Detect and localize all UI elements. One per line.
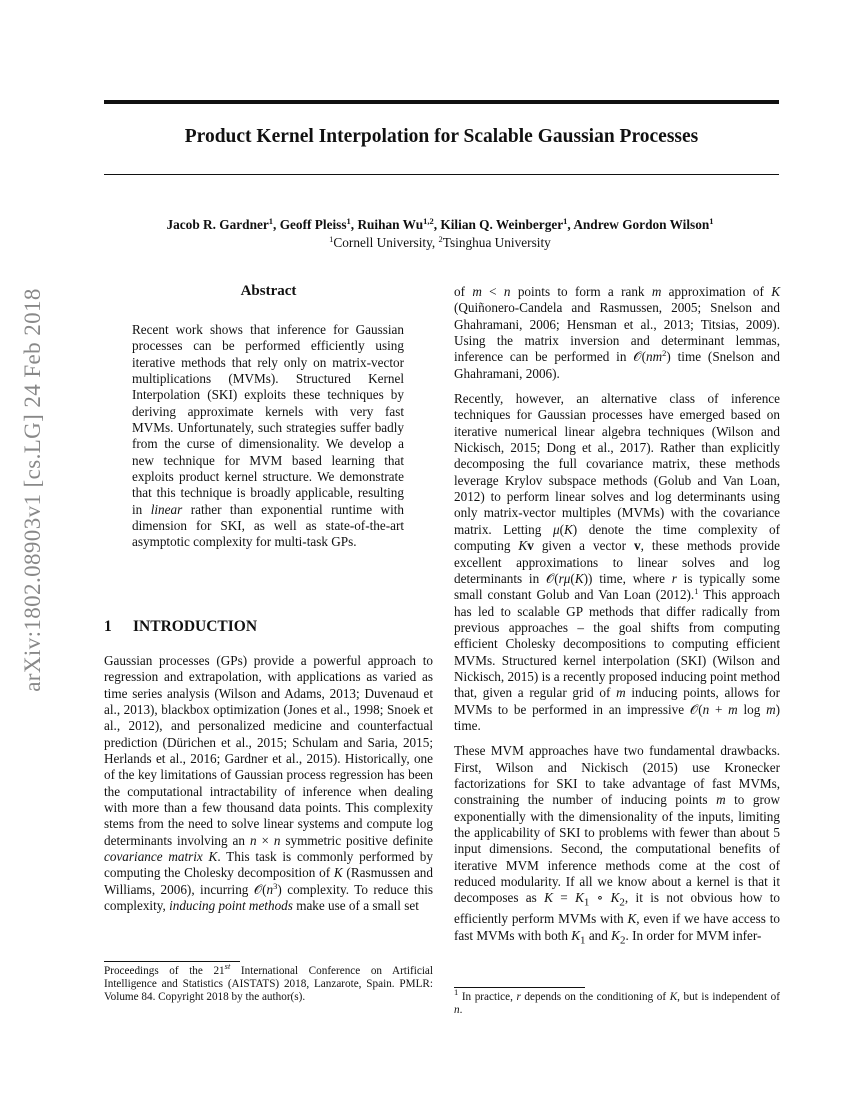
author-name: Ruihan Wu (357, 217, 424, 232)
proceedings-footnote (104, 961, 433, 1004)
footnote-rule-left (104, 961, 240, 962)
author-affiliation-mark: 1 (346, 216, 351, 226)
right-paragraph: These MVM approaches have two fundamental drawbacks. First, Wilson and Nickisch (2015) use Kronecker factorizations for SKI to take advantage of fast MVMs, constraining the number of inducing points m to grow exponentially with the dimensionality of the inputs, limiting the applicability of SKI to problems with fewer than about 5 input dimensions. Second, the computational benefits of iterative MVM inference methods come at the cost of reduced modularity. If all we know about a kernel is that it decomposes as $K = K_1$ ∘ $K_2$, it is not obvious how to efficiently perform MVMs with K, even if we have access to fast MVMs with both $K_1$ and $K_2$. In order for MVM infer- (454, 743, 780, 947)
paper-title: Product Kernel Interpolation for Scalable Gaussian Processes (184, 126, 699, 147)
abstract-heading: Abstract (240, 283, 297, 299)
author-name: Geoff Pleiss (279, 217, 347, 232)
abstract-text: Recent work shows that inference for Gaussian processes can be performed efficiently using iterative methods that rely only on matrix-vector multiplications (MVMs). Structured Kernel Interpolation (SKI) exploits these techniques by deriving approximate kernels with very fast MVMs. Unfortunately, such strategies suffer badly from the curse of dimensionality. We develop a new technique for MVM based learning that exploits product kernel structure. We demonstrate that this technique is broadly applicable, resulting in linear rather than exponential runtime with dimension for SKI, as well as state-of-the-art asymptotic complexity for multi-task GPs. (132, 322, 405, 550)
abstract-body (132, 322, 404, 551)
affiliation-number: 2 (438, 234, 443, 244)
section-heading (104, 618, 257, 636)
arxiv-stamp: arXiv:1802.08903v1 [cs.LG] 24 Feb 2018 (20, 288, 45, 692)
arxiv-stamp-container (3, 288, 63, 692)
section-title: INTRODUCTION (133, 618, 258, 635)
author-list: Jacob R. Gardner$^1$, Geoff Pleiss$^1$, Ruihan Wu$^{1,2}$, Kilian Q. Weinberger$^1$, Andrew Gordon Wilson$^1$ (166, 216, 714, 232)
intro-right-column (454, 284, 780, 949)
footnote-rule-right (454, 987, 585, 988)
affiliation-name: Tsinghua University (442, 235, 551, 250)
author-affiliation-mark: 1,2 (423, 216, 434, 226)
right-paragraph: Recently, however, an alternative class of inference techniques for Gaussian processes have emerged based on iterative numerical linear algebra techniques (Wilson and Nickisch, 2015; Dong et al., 2017). Rather than explicitly decomposing the full covariance matrix, these methods leverage Krylov subspace methods (Golub and Van Loan, 2012) to perform linear solves and log determinants using only matrix-vector multiples (MVMs) with the covariance matrix. Letting μ(K) denote the time complexity of computing Kv given a vector v, these methods provide excellent approximations to linear solves and log determinants in 𝒪(rμ(K)) time, where r is typically some small constant Golub and Van Loan (2012).$^1$ This approach has led to scalable GP methods that differ radically from previous approaches – the goal shifts from computing efficient Cholesky decompositions to computing efficient MVMs. Structured kernel interpolation (SKI) (Wilson and Nickisch, 2015) is a recently proposed inducing point method that, given a regular grid of m inducing points, allows for MVMs to be performed in an impressive 𝒪(n + m log m) time. (454, 391, 781, 733)
author-affiliation-mark: 1 (268, 216, 274, 226)
title-rule (104, 174, 779, 175)
intro-left-column (104, 653, 433, 915)
right-paragraph: of m < n points to form a rank m approximation of K (Quiñonero-Candela and Rasmussen, 2005; Snelson and Ghahramani, 2006; Hensman et al., 2013; Titsias, 2009). Using the matrix inversion and determinant lemmas, inference can be performed in $𝒪(nm^2)$ time (Snelson and Ghahramani, 2006). (454, 284, 780, 381)
affiliation-number: 1 (329, 234, 334, 244)
intro-paragraph: Gaussian processes (GPs) provide a powerful approach to regression and extrapolation, with applications as varied as time series analysis (Wilson and Adams, 2013; Duvenaud et al., 2013), blackbox optimization (Jones et al., 1998; Snoek et al., 2012), and personalized medicine and counterfactual prediction (Dürichen et al., 2015; Schulam and Saria, 2015; Herlands et al., 2016; Gardner et al., 2015). Historically, one of the key limitations of Gaussian process regression has been the computational intractability of inference when dealing with more than a few thousand data points. This complexity stems from the need to solve linear systems and compute log determinants involving an n × n symmetric positive definite covariance matrix K. This task is commonly performed by computing the Cholesky decomposition of K (Rasmussen and Williams, 2006), incurring $𝒪(n^3)$ complexity. To reduce this complexity, inducing point methods make use of a small set (104, 653, 434, 914)
section-number: 1 (104, 618, 112, 635)
author-name: Jacob R. Gardner (166, 217, 269, 232)
footnote-1-text: $^1$ In practice, r depends on the conditioning of K, but is independent of n. (454, 987, 780, 1017)
footnote-1 (454, 987, 780, 1017)
author-affiliation-mark: 1 (563, 216, 568, 226)
author-affiliation-mark: 1 (709, 216, 714, 226)
top-rule (104, 100, 779, 104)
affiliation-list: $^1$Cornell University, $^2$Tsinghua University (329, 234, 551, 250)
author-name: Kilian Q. Weinberger (440, 217, 564, 232)
author-name: Andrew Gordon Wilson (573, 217, 710, 232)
affiliation-name: Cornell University (333, 235, 432, 250)
proceedings-text: Proceedings of the 21st International Conference on Artificial Intelligence and Statistics (AISTATS) 2018, Lanzarote, Spain. PMLR: Volume 84. Copyright 2018 by the author(s). (104, 961, 433, 1004)
